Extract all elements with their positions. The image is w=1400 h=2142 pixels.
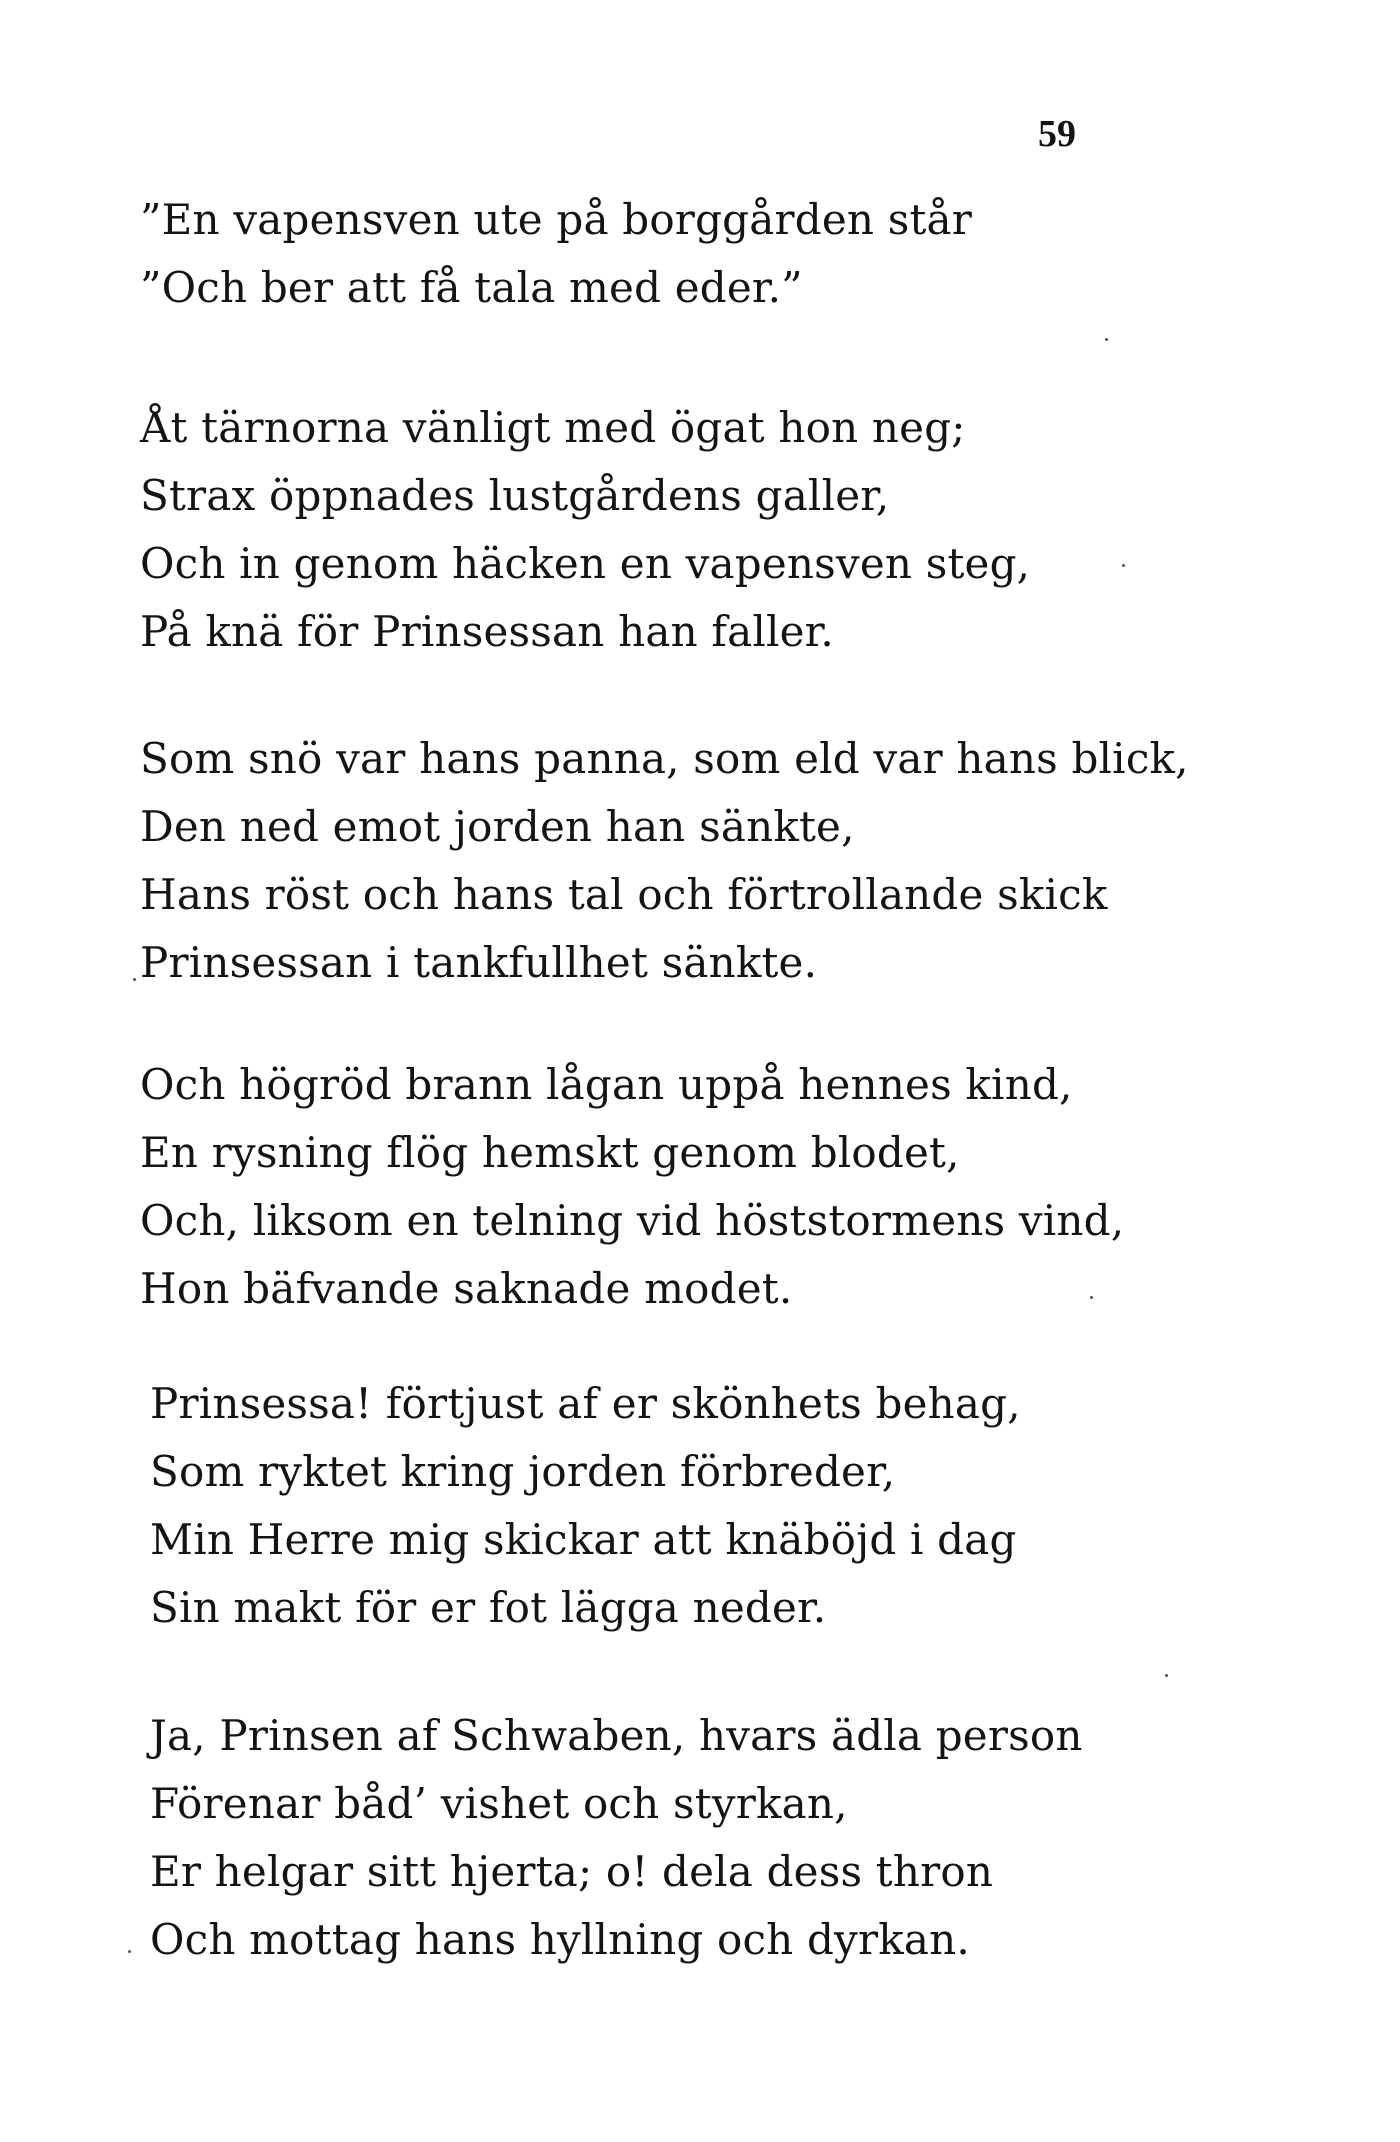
verse-line: Prinsessa! förtjust af er skönhets behag,	[150, 1379, 1021, 1428]
print-speck	[1090, 1296, 1093, 1299]
print-speck	[128, 1950, 131, 1953]
print-speck	[1122, 564, 1125, 567]
verse-line: Förenar båd’ vishet och styrkan,	[150, 1779, 848, 1828]
verse-line: Er helgar sitt hjerta; o! dela dess thron	[150, 1847, 994, 1896]
print-speck	[1105, 338, 1108, 341]
verse-line: En rysning flög hemskt genom blodet,	[140, 1128, 960, 1177]
verse-line: Prinsessan i tankfullhet sänkte.	[140, 938, 818, 987]
page-number: 59	[1038, 113, 1076, 155]
verse-line: Min Herre mig skickar att knäböjd i dag	[150, 1515, 1017, 1564]
verse-line: Hon bäfvande saknade modet.	[140, 1264, 793, 1313]
verse-line: Den ned emot jorden han sänkte,	[140, 802, 855, 851]
verse-line: På knä för Prinsessan han faller.	[140, 607, 834, 656]
verse-line: Och högröd brann lågan uppå hennes kind,	[140, 1060, 1073, 1109]
stanza-1	[140, 186, 972, 322]
stanza-6	[150, 1702, 1083, 1974]
verse-line: Sin makt för er fot lägga neder.	[150, 1583, 827, 1632]
verse-line: Och mottag hans hyllning och dyrkan.	[150, 1915, 970, 1964]
stanza-5	[150, 1370, 1021, 1642]
verse-line: Som ryktet kring jorden förbreder,	[150, 1447, 896, 1496]
verse-line: Hans röst och hans tal och förtrollande skick	[140, 870, 1108, 919]
print-speck	[133, 978, 136, 981]
verse-line: Strax öppnades lustgårdens galler,	[140, 471, 890, 520]
verse-line: ”En vapensven ute på borggården står	[140, 195, 973, 244]
print-speck	[1165, 1674, 1168, 1677]
verse-line: Åt tärnorna vänligt med ögat hon neg;	[140, 403, 966, 452]
stanza-2	[140, 394, 1030, 666]
stanza-4	[140, 1051, 1124, 1323]
verse-line: Och, liksom en telning vid höststormens vind,	[140, 1196, 1125, 1245]
stanza-3	[140, 725, 1189, 997]
verse-line: ”Och ber att få tala med eder.”	[140, 263, 803, 312]
verse-line: Som snö var hans panna, som eld var hans blick,	[140, 734, 1189, 783]
verse-line: Och in genom häcken en vapensven steg,	[140, 539, 1031, 588]
verse-line: Ja, Prinsen af Schwaben, hvars ädla person	[150, 1711, 1083, 1760]
